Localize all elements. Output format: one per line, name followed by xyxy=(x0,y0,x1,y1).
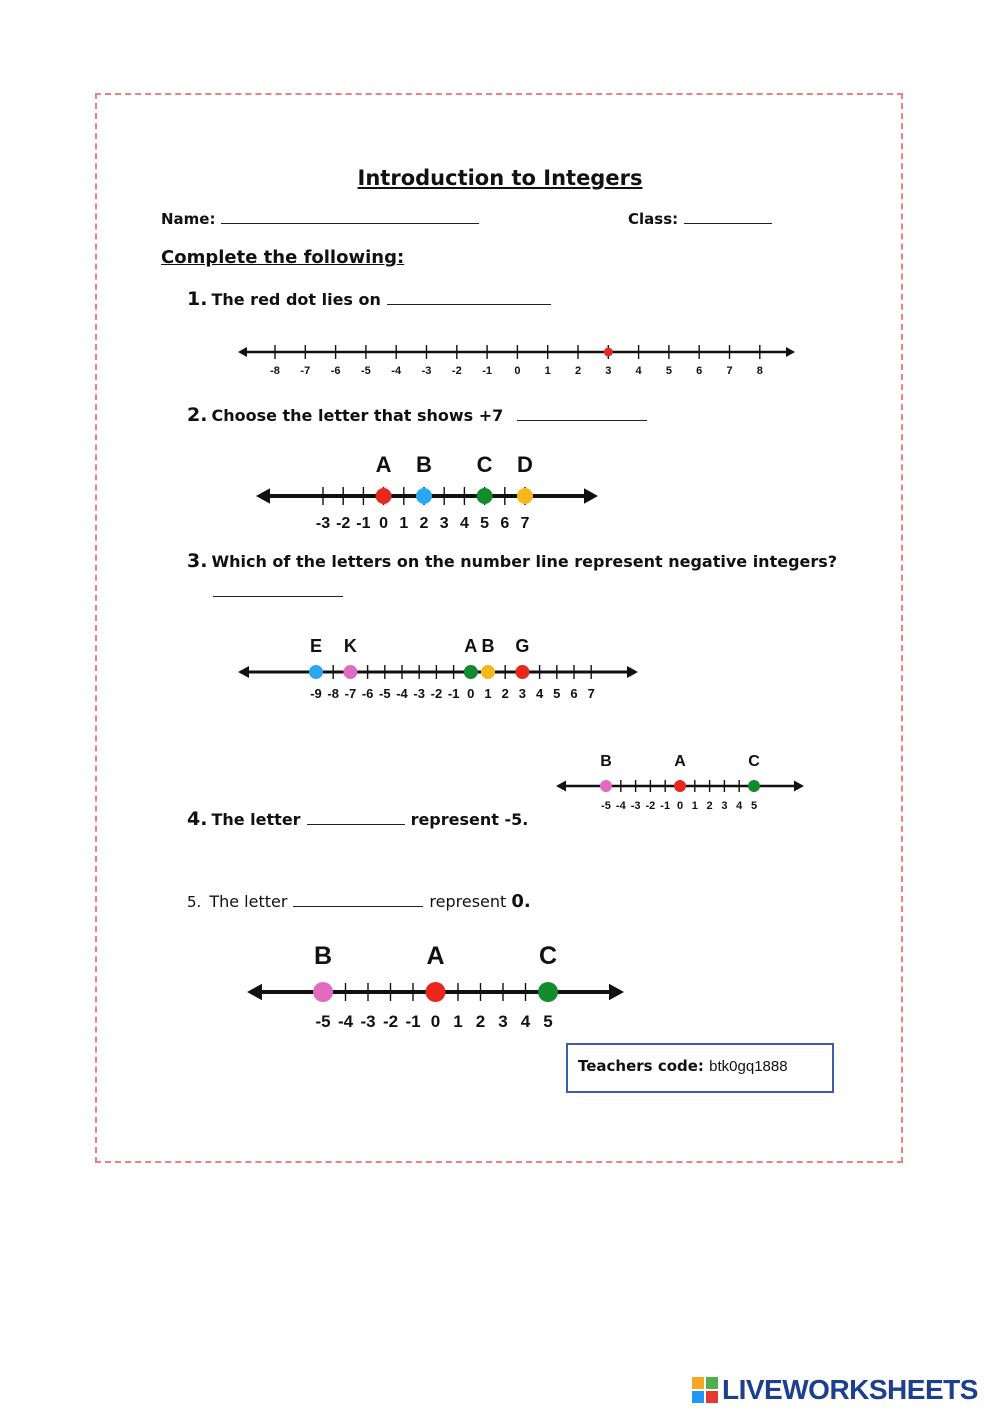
tick-label: 4 xyxy=(736,800,743,812)
point-dot xyxy=(376,488,392,504)
instruction-heading: Complete the following: xyxy=(161,247,405,268)
logo-tile xyxy=(706,1377,718,1389)
number-line-q3 xyxy=(234,630,642,706)
tick-label: 1 xyxy=(453,1012,463,1031)
question-5 xyxy=(187,891,531,912)
tick-label: -1 xyxy=(660,800,671,812)
teacher-code-value: btk0gq1888 xyxy=(709,1058,788,1075)
question-number: 1. xyxy=(187,288,208,310)
tick-label: -7 xyxy=(300,365,311,377)
tick-label: -2 xyxy=(430,686,443,701)
point-dot xyxy=(464,665,478,679)
point-dot xyxy=(481,665,495,679)
tick-label: 2 xyxy=(475,1012,486,1031)
tick-label: 4 xyxy=(520,1012,531,1031)
tick-label: 8 xyxy=(756,365,763,377)
point-label: C xyxy=(538,942,558,970)
point-dot xyxy=(600,780,612,792)
tick-label: 5 xyxy=(665,365,672,377)
tick-label: 1 xyxy=(484,686,492,701)
point-label: B xyxy=(600,753,612,770)
question-text-after: represent -5. xyxy=(410,810,529,829)
logo-tile xyxy=(706,1391,718,1403)
tick-label: 4 xyxy=(535,686,544,701)
tick-label: 3 xyxy=(605,365,612,377)
question-number: 5. xyxy=(187,893,202,911)
point-dot xyxy=(604,348,613,357)
tick-label: 4 xyxy=(459,515,469,532)
tick-label: 6 xyxy=(500,515,510,532)
arrow-right-icon xyxy=(584,488,598,503)
class-label: Class: xyxy=(628,210,679,228)
point-label: E xyxy=(309,636,323,656)
tick-label: 1 xyxy=(399,515,409,532)
tick-label: -8 xyxy=(327,686,339,701)
tick-label: -1 xyxy=(447,686,460,701)
point-label: C xyxy=(476,452,493,477)
tick-label: 2 xyxy=(706,800,713,812)
point-label: C xyxy=(748,753,760,770)
arrow-left-icon xyxy=(556,781,566,792)
tick-label: -9 xyxy=(310,686,322,701)
arrow-right-icon xyxy=(786,347,795,357)
question-2 xyxy=(187,404,647,426)
tick-label: 7 xyxy=(520,515,530,532)
tick-label: 1 xyxy=(544,365,551,377)
tick-label: 0 xyxy=(514,365,521,377)
point-label: K xyxy=(343,636,357,656)
number-line-q5 xyxy=(243,934,628,1034)
class-blank[interactable] xyxy=(684,209,772,224)
tick-label: -1 xyxy=(405,1012,421,1031)
tick-label: -3 xyxy=(315,515,331,532)
question-text-before: The letter xyxy=(211,810,301,829)
tick-label: 3 xyxy=(498,1012,508,1031)
point-label: A xyxy=(674,753,686,770)
answer-line-3 xyxy=(213,582,343,602)
answer-blank-4[interactable] xyxy=(307,810,405,825)
point-dot xyxy=(309,665,323,679)
point-label: B xyxy=(313,942,333,970)
arrow-left-icon xyxy=(238,347,247,357)
logo-tile xyxy=(692,1377,704,1389)
tick-label: 0 xyxy=(430,1012,441,1031)
tick-label: -6 xyxy=(330,365,341,377)
tick-label: -3 xyxy=(630,800,641,812)
question-number: 2. xyxy=(187,404,208,426)
tick-label: -2 xyxy=(451,365,462,377)
tick-label: -4 xyxy=(396,686,408,701)
tick-label: 3 xyxy=(721,800,728,812)
question-3 xyxy=(187,550,837,572)
tick-label: 6 xyxy=(570,686,578,701)
arrow-left-icon xyxy=(247,984,262,1001)
class-field xyxy=(628,209,772,228)
point-label: A xyxy=(464,636,478,656)
point-dot xyxy=(426,982,446,1002)
question-4 xyxy=(187,808,528,830)
logo-tiles-icon xyxy=(692,1377,718,1403)
tick-label: -4 xyxy=(391,365,402,377)
tick-label: -3 xyxy=(413,686,425,701)
point-dot xyxy=(477,488,493,504)
tick-label: -5 xyxy=(361,365,371,377)
tick-label: 5 xyxy=(553,686,561,701)
tick-label: 5 xyxy=(750,800,758,812)
number-line-q2 xyxy=(252,448,602,534)
tick-label: -4 xyxy=(615,800,626,812)
point-label: D xyxy=(517,452,533,477)
answer-blank-5[interactable] xyxy=(293,892,423,907)
tick-label: 2 xyxy=(574,365,582,377)
logo-tile xyxy=(692,1391,704,1403)
tick-label: 2 xyxy=(419,515,429,532)
point-dot xyxy=(416,488,432,504)
answer-blank-1[interactable] xyxy=(387,290,551,305)
tick-label: -8 xyxy=(270,365,280,377)
point-dot xyxy=(313,982,333,1002)
tick-label: 0 xyxy=(676,800,684,812)
point-label: B xyxy=(416,452,432,477)
tick-label: -1 xyxy=(356,515,371,532)
tick-label: -2 xyxy=(382,1012,399,1031)
tick-label: -3 xyxy=(421,365,432,377)
point-label: B xyxy=(481,636,495,656)
tick-label: 5 xyxy=(543,1012,553,1031)
question-text: The red dot lies on xyxy=(211,290,381,309)
teacher-code-label: Teachers code: xyxy=(578,1057,704,1075)
arrow-left-icon xyxy=(256,488,270,503)
arrow-right-icon xyxy=(627,666,638,678)
teacher-code-box xyxy=(566,1043,834,1093)
tick-label: -6 xyxy=(361,686,374,701)
arrow-right-icon xyxy=(794,781,804,792)
point-dot xyxy=(517,488,533,504)
number-line-q1 xyxy=(234,336,799,382)
question-value: 0. xyxy=(511,891,531,912)
point-label: G xyxy=(515,636,530,656)
tick-label: -4 xyxy=(337,1012,354,1031)
tick-label: -2 xyxy=(336,515,351,532)
tick-label: 6 xyxy=(696,365,703,377)
tick-label: -5 xyxy=(379,686,391,701)
question-text: Which of the letters on the number line represent negative integers? xyxy=(211,552,838,571)
tick-label: -5 xyxy=(601,800,611,812)
number-line-q4 xyxy=(552,748,808,814)
tick-label: -2 xyxy=(645,800,656,812)
tick-label: 4 xyxy=(635,365,642,377)
worksheet-title: Introduction to Integers xyxy=(357,166,643,190)
tick-label: -3 xyxy=(360,1012,376,1031)
teacher-code xyxy=(578,1057,788,1075)
liveworksheets-logo xyxy=(692,1374,978,1406)
point-label: A xyxy=(375,452,392,477)
name-field xyxy=(161,209,479,228)
tick-label: 5 xyxy=(480,515,490,532)
question-text-after: represent xyxy=(429,892,507,911)
question-number: 4. xyxy=(187,808,208,830)
tick-label: 2 xyxy=(501,686,509,701)
question-text: Choose the letter that shows +7 xyxy=(211,406,504,425)
tick-label: 0 xyxy=(467,686,475,701)
tick-label: -7 xyxy=(344,686,357,701)
answer-blank-3[interactable] xyxy=(213,582,343,597)
arrow-right-icon xyxy=(609,984,624,1001)
tick-label: 3 xyxy=(439,515,449,532)
point-label: A xyxy=(426,942,445,970)
point-dot xyxy=(515,665,529,679)
tick-label: -1 xyxy=(482,365,492,377)
question-number: 3. xyxy=(187,550,208,572)
tick-label: 3 xyxy=(518,686,527,701)
tick-label: 1 xyxy=(691,800,698,812)
name-blank[interactable] xyxy=(221,209,479,224)
point-dot xyxy=(538,982,558,1002)
tick-label: -5 xyxy=(315,1012,331,1031)
point-dot xyxy=(674,780,686,792)
question-1 xyxy=(187,288,551,310)
question-text-before: The letter xyxy=(209,892,288,911)
arrow-left-icon xyxy=(238,666,249,678)
tick-label: 0 xyxy=(379,515,389,532)
point-dot xyxy=(748,780,760,792)
logo-text: LIVEWORKSHEETS xyxy=(722,1374,978,1405)
tick-label: 7 xyxy=(726,365,733,377)
name-label: Name: xyxy=(161,210,216,228)
answer-blank-2[interactable] xyxy=(517,406,647,421)
point-dot xyxy=(343,665,357,679)
tick-label: 7 xyxy=(587,686,595,701)
